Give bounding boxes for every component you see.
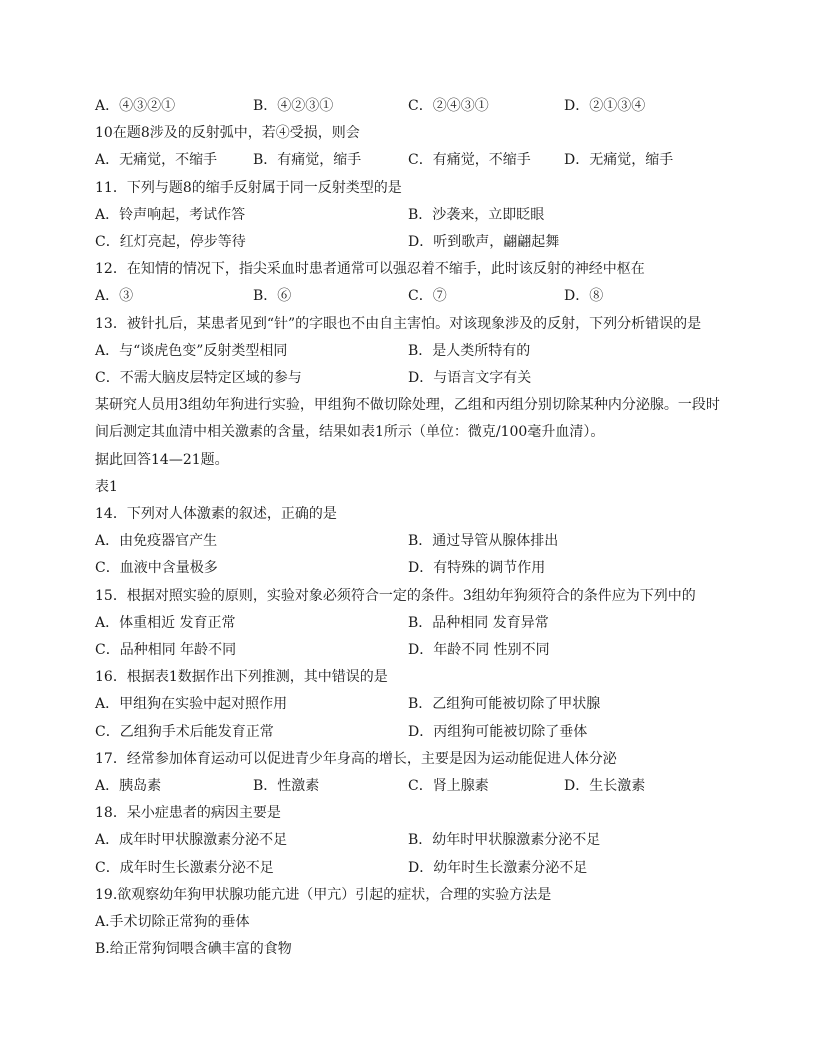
answer-option: D．无痛觉，缩手 [564,152,674,168]
option-row [95,286,735,306]
answer-option: A．成年时甲状腺激素分泌不足 [95,832,288,848]
option-row [95,694,735,714]
answer-option: A．由免疫器官产生 [95,533,218,549]
answer-option: D．听到歌声，翩翩起舞 [408,234,560,250]
answer-option: B．④②③① [253,98,334,114]
text-line: 表1 [95,479,118,495]
text-line: 19.欲观察幼年狗甲状腺功能亢进（甲亢）引起的症状，合理的实验方法是 [95,887,552,903]
answer-option: B．性激素 [253,778,320,794]
text-line: 据此回答14—21题。 [95,452,229,468]
answer-option: C．品种相同 年龄不同 [95,642,237,658]
text-line: B.给正常狗饲喂含碘丰富的食物 [95,941,292,957]
option-row [95,776,735,796]
answer-option: A．胰岛素 [95,778,162,794]
option-row [95,613,735,633]
text-line: 间后测定其血清中相关激素的含量，结果如表1所示（单位：微克/100毫升血清）。 [95,424,605,440]
answer-option: A．④③②① [95,98,176,114]
answer-option: D．与语言文字有关 [408,370,532,386]
answer-option: A．铃声响起，考试作答 [95,207,246,223]
answer-option: D．有特殊的调节作用 [408,560,546,576]
text-line: 11．下列与题8的缩手反射属于同一反射类型的是 [95,180,402,196]
answer-option: C．乙组狗手术后能发育正常 [95,724,274,740]
answer-option: B．有痛觉，缩手 [253,152,362,168]
text-line: 10在题8涉及的反射弧中，若④受损，则会 [95,125,360,141]
option-row [95,558,735,578]
option-row [95,96,735,116]
answer-option: A．③ [95,288,134,304]
answer-option: D．生长激素 [564,778,646,794]
answer-option: B．是人类所特有的 [408,343,531,359]
option-row [95,368,735,388]
option-row [95,640,735,660]
option-row [95,232,735,252]
text-line: 12．在知情的情况下，指尖采血时患者通常可以强忍着不缩手，此时该反射的神经中枢在 [95,261,645,277]
answer-option: B．通过导管从腺体排出 [408,533,559,549]
text-line: A.手术切除正常狗的垂体 [95,914,250,930]
answer-option: C．不需大脑皮层特定区域的参与 [95,370,302,386]
option-row [95,722,735,742]
text-line: 某研究人员用3组幼年狗进行实验，甲组狗不做切除处理，乙组和丙组分别切除某种内分泌腺。一段时 [95,397,720,413]
option-row [95,341,735,361]
text-line: 15．根据对照实验的原则，实验对象必须符合一定的条件。3组幼年狗须符合的条件应为下列中的 [95,588,696,604]
text-line: 16．根据表1数据作出下列推测，其中错误的是 [95,669,388,685]
text-line: 18．呆小症患者的病因主要是 [95,805,281,821]
answer-option: B．乙组狗可能被切除了甲状腺 [408,696,601,712]
answer-option: C．血液中含量极多 [95,560,218,576]
answer-option: A．无痛觉，不缩手 [95,152,218,168]
answer-option: D．年龄不同 性别不同 [408,642,550,658]
answer-option: C．成年时生长激素分泌不足 [95,860,274,876]
text-line: 14．下列对人体激素的叙述，正确的是 [95,506,337,522]
answer-option: D．②①③④ [564,98,646,114]
answer-option: A．甲组狗在实验中起对照作用 [95,696,288,712]
text-line: 13．被针扎后，某患者见到“针”的字眼也不由自主害怕。对该现象涉及的反射，下列分析错误的是 [95,316,702,332]
answer-option: D．幼年时生长激素分泌不足 [408,860,588,876]
answer-option: D．⑧ [564,288,604,304]
answer-option: C．②④③① [408,98,489,114]
answer-option: C．肾上腺素 [408,778,489,794]
answer-option: B．幼年时甲状腺激素分泌不足 [408,832,601,848]
answer-option: A．体重相近 发育正常 [95,615,236,631]
answer-option: A．与“谈虎色变”反射类型相同 [95,343,288,359]
text-line: 17．经常参加体育运动可以促进青少年身高的增长，主要是因为运动能促进人体分泌 [95,751,617,767]
option-row [95,531,735,551]
answer-option: C．红灯亮起，停步等待 [95,234,246,250]
answer-option: B．沙袭来，立即眨眼 [408,207,545,223]
option-row [95,858,735,878]
option-row [95,205,735,225]
answer-option: C．⑦ [408,288,447,304]
option-row [95,830,735,850]
answer-option: D．丙组狗可能被切除了垂体 [408,724,588,740]
option-row [95,150,735,170]
answer-option: B．品种相同 发育异常 [408,615,549,631]
answer-option: C．有痛觉，不缩手 [408,152,531,168]
answer-option: B．⑥ [253,288,292,304]
